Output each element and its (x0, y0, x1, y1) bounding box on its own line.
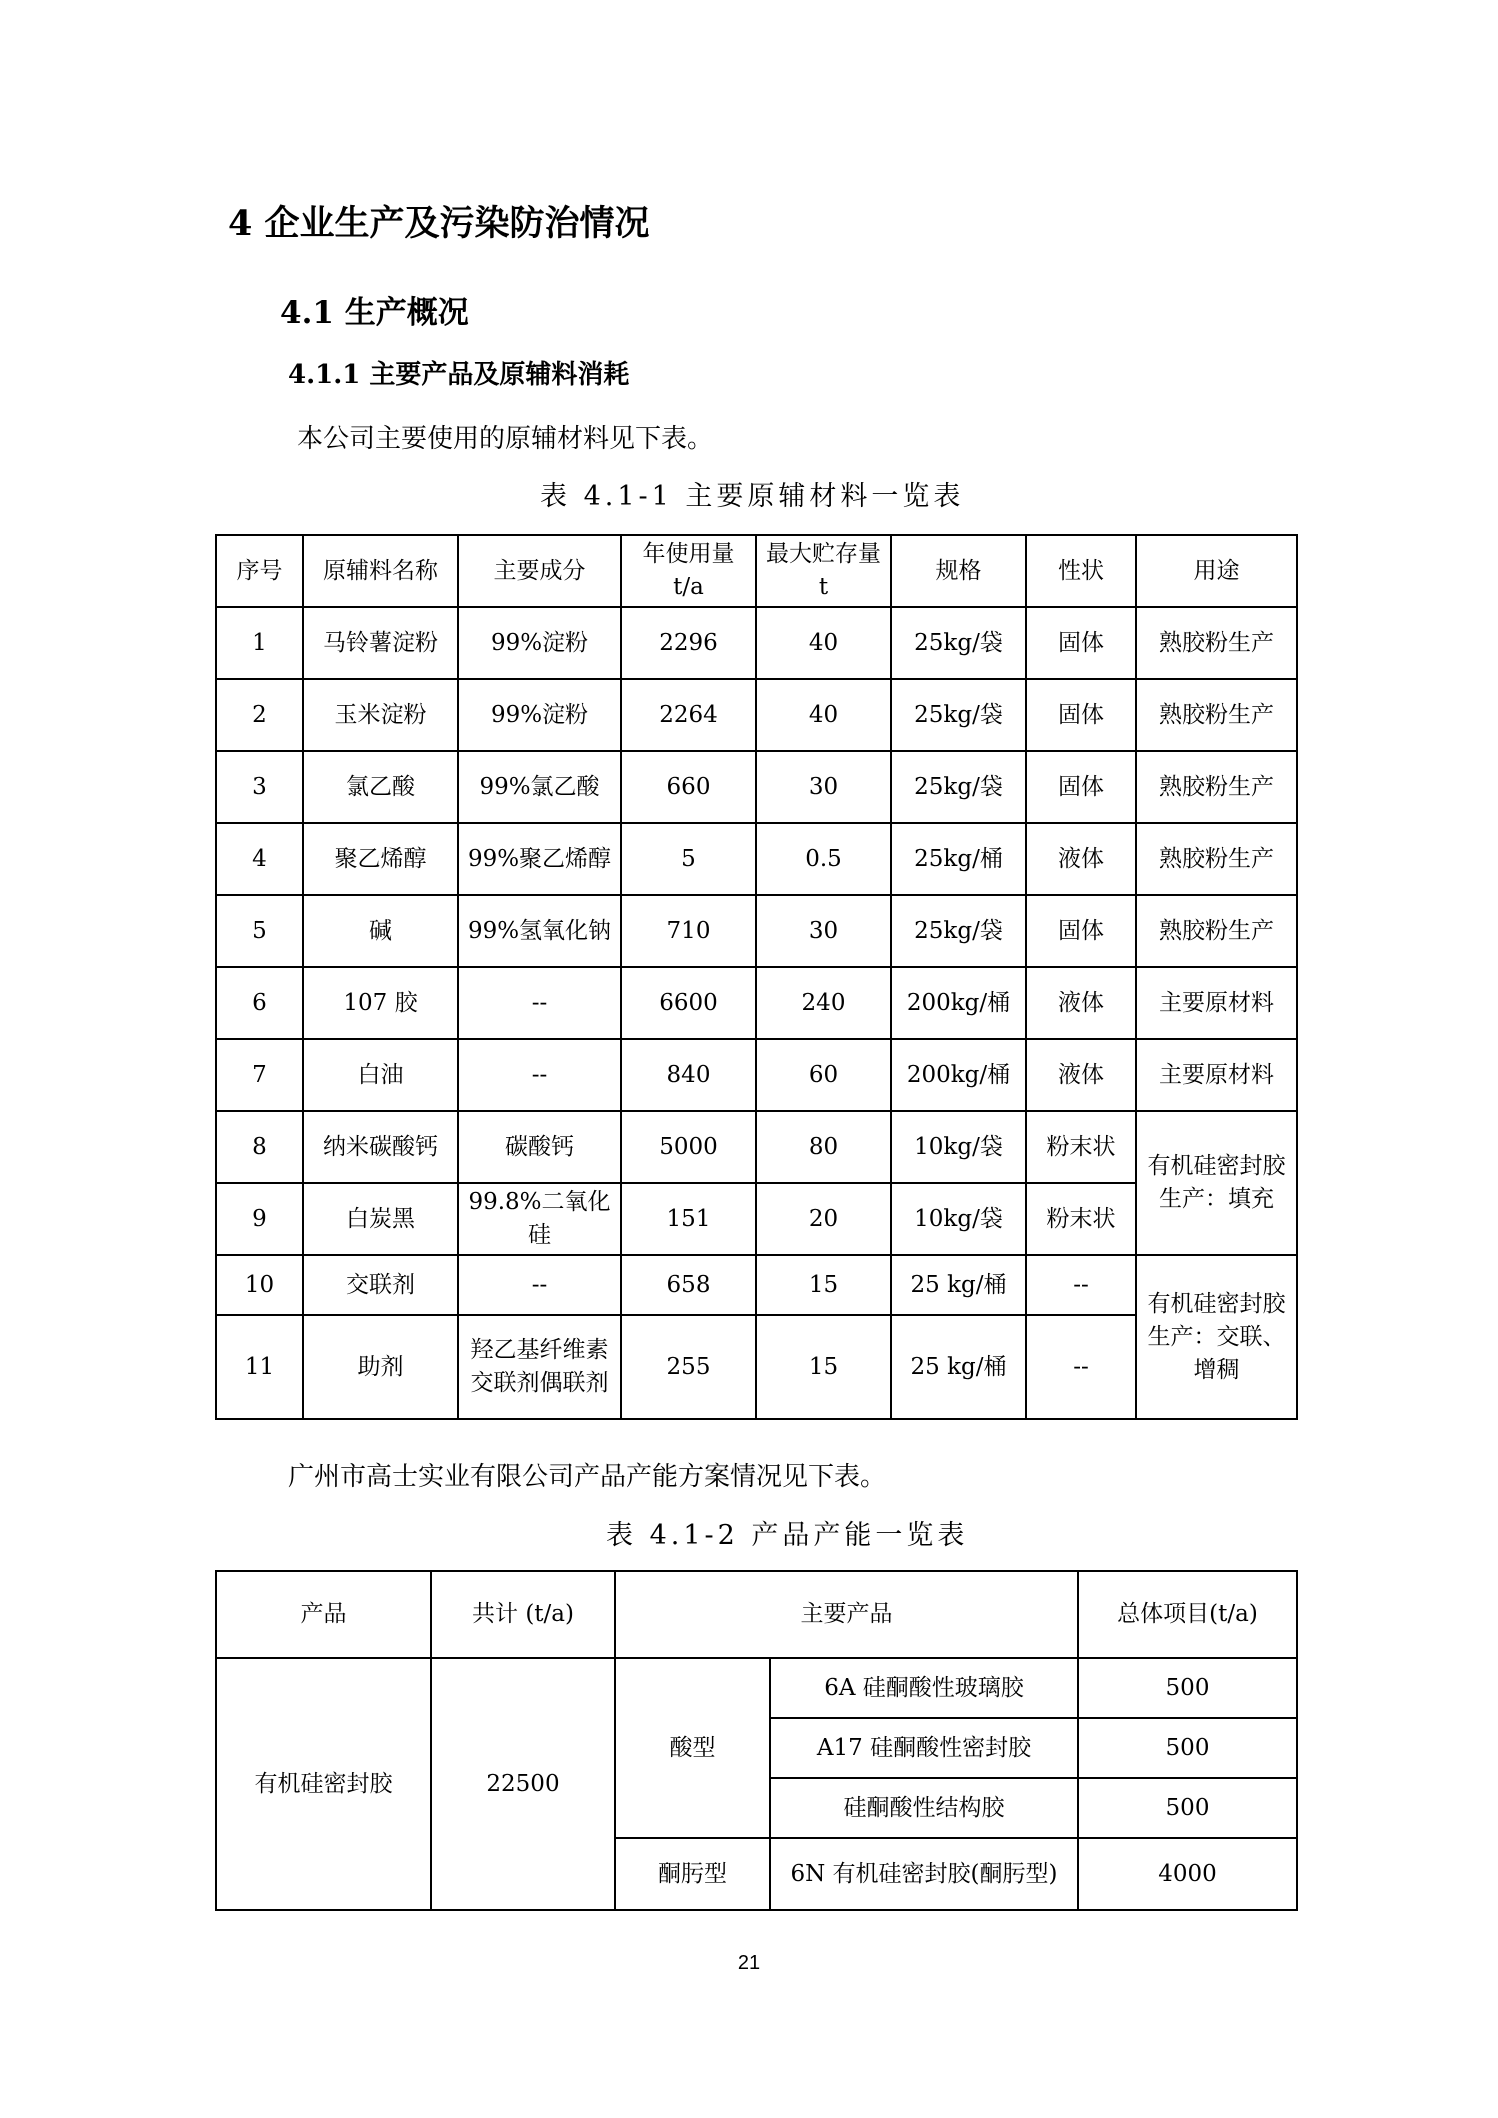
table-row (216, 967, 1297, 1039)
table-cell: 240 (756, 967, 891, 1039)
table-cell: 固体 (1026, 751, 1136, 823)
table2-header-row (216, 1571, 1297, 1658)
header-cell: 原辅料名称 (303, 535, 458, 607)
table-cell: 8 (216, 1111, 303, 1183)
table-cell: 25kg/桶 (891, 823, 1026, 895)
product-capacity-table (215, 1570, 1298, 1911)
table-row (216, 895, 1297, 967)
table-cell: 2296 (621, 607, 756, 679)
table-cell: 107 胶 (303, 967, 458, 1039)
product-name-cell: 硅酮酸性结构胶 (770, 1778, 1078, 1838)
table-cell: 固体 (1026, 607, 1136, 679)
table-cell: 主要原材料 (1136, 1039, 1297, 1111)
table-cell: 羟乙基纤维素交联剂偶联剂 (458, 1315, 621, 1419)
table-cell: 碱 (303, 895, 458, 967)
table-cell: 255 (621, 1315, 756, 1419)
table-cell: 5 (621, 823, 756, 895)
table-cell: 6600 (621, 967, 756, 1039)
capacity-cell: 500 (1078, 1658, 1297, 1718)
table-cell: 5 (216, 895, 303, 967)
product-cell: 有机硅密封胶 (216, 1658, 431, 1910)
table-cell: 0.5 (756, 823, 891, 895)
table-cell: 40 (756, 679, 891, 751)
table-row (216, 751, 1297, 823)
table-cell: 40 (756, 607, 891, 679)
table-cell: 4 (216, 823, 303, 895)
table-cell: 99%氯乙酸 (458, 751, 621, 823)
table1-caption: 表 4.1-1 主要原辅材料一览表 (540, 481, 965, 512)
table-row (216, 1039, 1297, 1111)
intro-paragraph: 本公司主要使用的原辅材料见下表。 (297, 424, 714, 454)
product-paragraph: 广州市高士实业有限公司产品产能方案情况见下表。 (288, 1462, 887, 1492)
table-cell: 白油 (303, 1039, 458, 1111)
table-cell: 交联剂 (303, 1255, 458, 1315)
header-cell: 产品 (216, 1571, 431, 1658)
table-row (216, 1255, 1297, 1315)
table-cell: 6 (216, 967, 303, 1039)
table-cell: 25kg/袋 (891, 679, 1026, 751)
table-cell: 10kg/袋 (891, 1111, 1026, 1183)
header-cell: 最大贮存量 t (756, 535, 891, 607)
table-cell: 25kg/袋 (891, 607, 1026, 679)
table1-header-row (216, 535, 1297, 607)
table-cell: 658 (621, 1255, 756, 1315)
table-cell: 15 (756, 1255, 891, 1315)
table-cell: 99.8%二氧化硅 (458, 1183, 621, 1255)
table-cell: -- (458, 1255, 621, 1315)
capacity-cell: 500 (1078, 1718, 1297, 1778)
table-cell: 200kg/桶 (891, 967, 1026, 1039)
table-row (216, 1658, 1297, 1718)
table-cell: 80 (756, 1111, 891, 1183)
table-cell: 25kg/袋 (891, 895, 1026, 967)
table-cell: -- (458, 967, 621, 1039)
table-cell: 9 (216, 1183, 303, 1255)
table-cell: 10 (216, 1255, 303, 1315)
table-cell: 碳酸钙 (458, 1111, 621, 1183)
header-cell: 用途 (1136, 535, 1297, 607)
table-cell: 25kg/袋 (891, 751, 1026, 823)
table-cell: 熟胶粉生产 (1136, 679, 1297, 751)
table-cell: 液体 (1026, 967, 1136, 1039)
header-cell: 年使用量 t/a (621, 535, 756, 607)
table-cell: 纳米碳酸钙 (303, 1111, 458, 1183)
table-cell: 3 (216, 751, 303, 823)
table-cell: -- (458, 1039, 621, 1111)
section-heading: 4.1 生产概况 (280, 295, 469, 331)
table-cell: 5000 (621, 1111, 756, 1183)
table-cell: 玉米淀粉 (303, 679, 458, 751)
table-row (216, 679, 1297, 751)
table-cell: 固体 (1026, 895, 1136, 967)
header-cell: 规格 (891, 535, 1026, 607)
capacity-cell: 4000 (1078, 1838, 1297, 1910)
table-cell: -- (1026, 1255, 1136, 1315)
table-cell: 15 (756, 1315, 891, 1419)
table-cell: 熟胶粉生产 (1136, 895, 1297, 967)
table-cell: 马铃薯淀粉 (303, 607, 458, 679)
table-cell: 液体 (1026, 823, 1136, 895)
table-cell: 11 (216, 1315, 303, 1419)
header-cell: 共计 (t/a) (431, 1571, 615, 1658)
table-cell: 主要原材料 (1136, 967, 1297, 1039)
table-cell: 151 (621, 1183, 756, 1255)
table-cell: 200kg/桶 (891, 1039, 1026, 1111)
table-cell: -- (1026, 1315, 1136, 1419)
table-cell: 7 (216, 1039, 303, 1111)
table-cell: 粉末状 (1026, 1111, 1136, 1183)
table-row (216, 823, 1297, 895)
table-cell: 840 (621, 1039, 756, 1111)
table-row (216, 607, 1297, 679)
table-cell: 2264 (621, 679, 756, 751)
header-cell: 主要产品 (615, 1571, 1078, 1658)
table-cell: 710 (621, 895, 756, 967)
page-number: 21 (737, 1952, 761, 1974)
table-cell: 99%氢氧化钠 (458, 895, 621, 967)
product-name-cell: 6A 硅酮酸性玻璃胶 (770, 1658, 1078, 1718)
table-row (216, 1111, 1297, 1183)
table-cell: 有机硅密封胶生产：交联、 增稠 (1136, 1255, 1297, 1419)
table-cell: 20 (756, 1183, 891, 1255)
table-cell: 1 (216, 607, 303, 679)
table-cell: 氯乙酸 (303, 751, 458, 823)
table-cell: 99%聚乙烯醇 (458, 823, 621, 895)
table-cell: 660 (621, 751, 756, 823)
chapter-heading: 4 企业生产及污染防治情况 (228, 203, 650, 244)
table-cell: 固体 (1026, 679, 1136, 751)
table-cell: 助剂 (303, 1315, 458, 1419)
product-name-cell: A17 硅酮酸性密封胶 (770, 1718, 1078, 1778)
table-cell: 25 kg/桶 (891, 1255, 1026, 1315)
table-cell: 聚乙烯醇 (303, 823, 458, 895)
table-cell: 熟胶粉生产 (1136, 751, 1297, 823)
table-cell: 熟胶粉生产 (1136, 823, 1297, 895)
header-cell: 主要成分 (458, 535, 621, 607)
header-cell: 总体项目(t/a) (1078, 1571, 1297, 1658)
table-cell: 熟胶粉生产 (1136, 607, 1297, 679)
total-cell: 22500 (431, 1658, 615, 1910)
type-cell: 酸型 (615, 1658, 770, 1838)
table-cell: 25 kg/桶 (891, 1315, 1026, 1419)
table2-caption: 表 4.1-2 产品产能一览表 (606, 1520, 969, 1551)
capacity-cell: 500 (1078, 1778, 1297, 1838)
product-name-cell: 6N 有机硅密封胶(酮肟型) (770, 1838, 1078, 1910)
table-cell: 10kg/袋 (891, 1183, 1026, 1255)
table-cell: 有机硅密封胶 生产：填充 (1136, 1111, 1297, 1255)
header-cell: 性状 (1026, 535, 1136, 607)
table-cell: 2 (216, 679, 303, 751)
table-cell: 99%淀粉 (458, 679, 621, 751)
table-row (216, 1183, 1297, 1255)
table-cell: 30 (756, 751, 891, 823)
type-cell: 酮肟型 (615, 1838, 770, 1910)
table-cell: 30 (756, 895, 891, 967)
table-cell: 60 (756, 1039, 891, 1111)
table-cell: 液体 (1026, 1039, 1136, 1111)
table-cell: 粉末状 (1026, 1183, 1136, 1255)
table-cell: 99%淀粉 (458, 607, 621, 679)
table-row (216, 1315, 1297, 1419)
table-cell: 白炭黑 (303, 1183, 458, 1255)
raw-materials-table (215, 534, 1298, 1420)
subsection-heading: 4.1.1 主要产品及原辅料消耗 (288, 360, 630, 390)
header-cell: 序号 (216, 535, 303, 607)
